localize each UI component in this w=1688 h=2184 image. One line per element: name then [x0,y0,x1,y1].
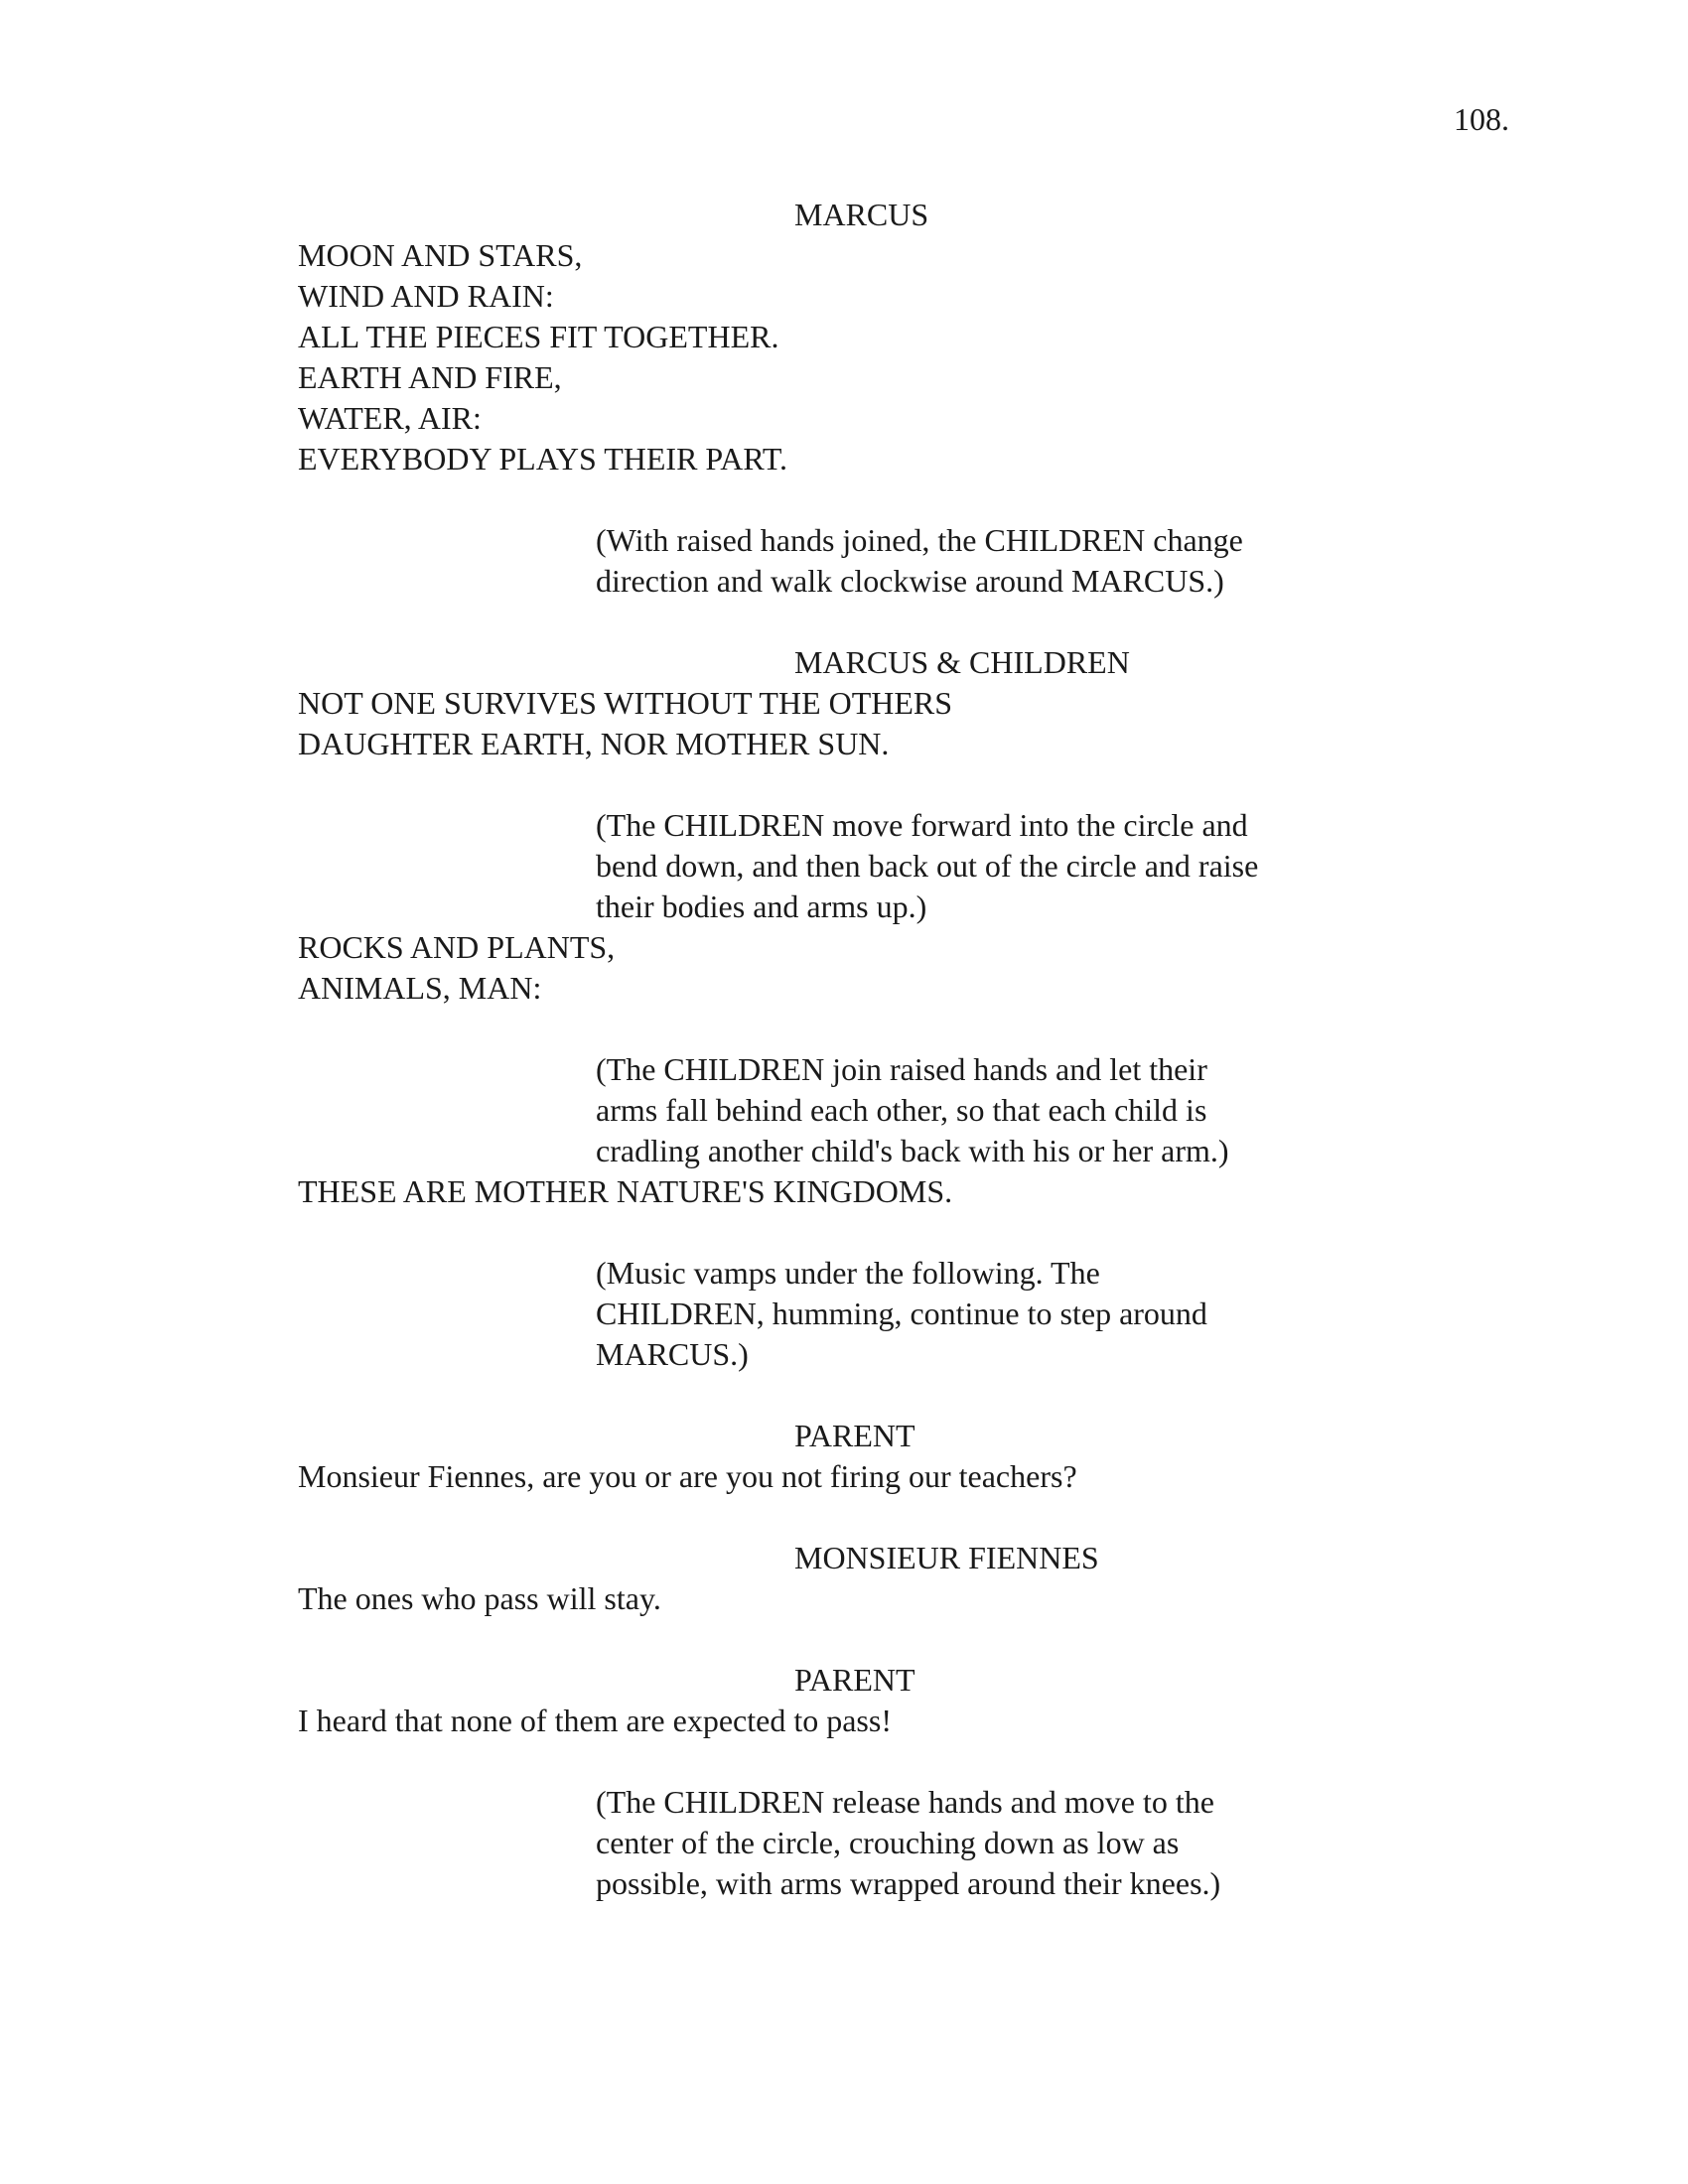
dialogue-block [0,1456,1688,1497]
character-name: PARENT [794,1418,915,1453]
direction-line: (The CHILDREN release hands and move to the [596,1784,1214,1820]
direction-line: center of the circle, crouching down as low as [596,1825,1180,1860]
dialogue-block [0,927,1688,1009]
stage-direction [0,1253,1688,1375]
script-page-body [0,195,1688,1904]
dialogue-line: The ones who pass will stay. [298,1580,661,1616]
character-name: PARENT [794,1662,915,1698]
direction-line: direction and walk clockwise around MARCUS.) [596,563,1224,599]
spacer [0,602,1688,642]
spacer [0,1619,1688,1660]
dialogue-line: ROCKS AND PLANTS, [298,929,616,965]
dialogue-line: ALL THE PIECES FIT TOGETHER. [298,319,779,354]
dialogue-block [0,1701,1688,1741]
dialogue-line: MOON AND STARS, [298,237,583,273]
dialogue-block [0,235,1688,479]
dialogue-block [0,1578,1688,1619]
dialogue-line: Monsieur Fiennes, are you or are you not firing our teachers? [298,1458,1077,1494]
spacer [0,1375,1688,1416]
direction-line: bend down, and then back out of the circle and raise [596,848,1259,884]
dialogue-line: THESE ARE MOTHER NATURE'S KINGDOMS. [298,1173,953,1209]
direction-line: arms fall behind each other, so that each child is [596,1092,1207,1128]
spacer [0,479,1688,520]
direction-line: CHILDREN, humming, continue to step around [596,1296,1207,1331]
dialogue-line: EVERYBODY PLAYS THEIR PART. [298,441,787,477]
character-name: MONSIEUR FIENNES [794,1540,1099,1575]
direction-line: (The CHILDREN join raised hands and let their [596,1051,1207,1087]
dialogue-line: EARTH AND FIRE, [298,359,562,395]
spacer [0,1497,1688,1538]
dialogue-block [0,1171,1688,1212]
dialogue-line: WIND AND RAIN: [298,278,554,314]
stage-direction [0,1782,1688,1904]
stage-direction [0,1049,1688,1171]
character-name: MARCUS & CHILDREN [794,644,1130,680]
direction-line: cradling another child's back with his or her arm.) [596,1133,1229,1168]
page-number: 108. [1454,101,1509,137]
spacer [0,1741,1688,1782]
spacer [0,1009,1688,1049]
direction-line: their bodies and arms up.) [596,888,927,924]
dialogue-line: NOT ONE SURVIVES WITHOUT THE OTHERS [298,685,953,721]
stage-direction [0,520,1688,602]
dialogue-block [0,683,1688,764]
dialogue-line: DAUGHTER EARTH, NOR MOTHER SUN. [298,726,890,761]
spacer [0,764,1688,805]
dialogue-line: I heard that none of them are expected to pass! [298,1703,892,1738]
direction-line: (With raised hands joined, the CHILDREN change [596,522,1243,558]
dialogue-line: WATER, AIR: [298,400,482,436]
direction-line: (Music vamps under the following. The [596,1255,1100,1291]
spacer [0,1212,1688,1253]
direction-line: (The CHILDREN move forward into the circle and [596,807,1248,843]
direction-line: possible, with arms wrapped around their knees.) [596,1865,1221,1901]
stage-direction [0,805,1688,927]
dialogue-line: ANIMALS, MAN: [298,970,542,1006]
direction-line: MARCUS.) [596,1336,749,1372]
character-name: MARCUS [794,197,929,232]
